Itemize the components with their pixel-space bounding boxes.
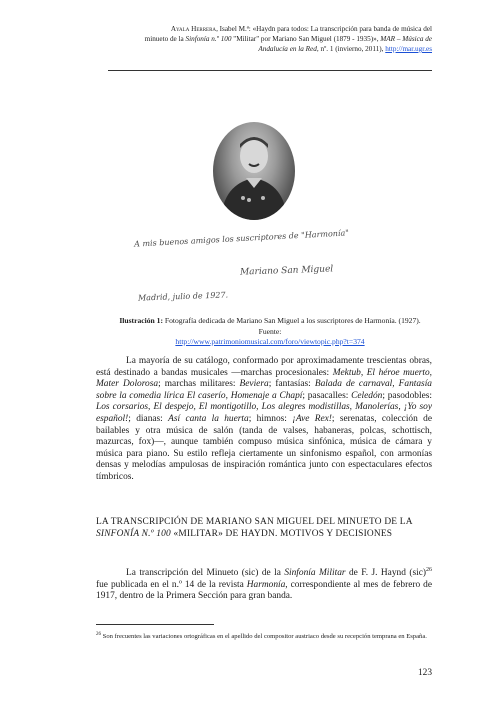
p1-s3: ; marchas militares: [158,379,240,390]
section-heading [96,516,432,541]
p1-s10: Los corsarios, El despejo, El montigotillo, Los alegres modistillas, Manolerías, ¡Yo soy español! [96,402,432,424]
running-header [56,24,432,54]
footnote-divider [96,624,214,625]
p1-s4: Beviera [239,379,269,390]
header-citation [56,24,432,54]
p2-s4: fue publicada en el n.º 14 de la revista [96,579,247,590]
p2-s5: Harmonía [246,579,286,590]
p1-s6: Balada de carnaval, Fantasía sobre la comedia lírica El caserío, Homenaje a Chapí [96,379,432,401]
header-line2d: MAR – Música de [378,35,432,43]
p1-s1: La mayoría de su catálogo, conformado por aproximadamente trescientas obras, está destinado a bandas musicales —marchas procesionales: [96,356,432,378]
portrait-illustration [213,122,295,220]
handwritten-dedication: A mis buenos amigos los suscriptores de "Harmonía" [133,228,350,249]
footnote-number: 26 [96,632,101,637]
p2-s2: Sinfonía Militar [284,568,346,579]
p2-s1: La transcripción del Minueto (sic) de la [126,568,285,579]
portrait-image [213,122,295,220]
header-author: Ayala Herrera [170,25,217,33]
footnote-ref[interactable]: 26 [426,567,432,573]
paragraph-catalog [96,356,432,484]
p1-s2: Mektub, El héroe muerto, Mater Dolorosa [96,367,433,390]
figure-photo [108,120,398,305]
handwritten-signature: Mariano San Miguel [239,264,334,278]
p1-s5: ; fantasías: [268,379,315,390]
section-title-a: LA TRANSCRIPCIÓN DE MARIANO SAN MIGUEL DEL MINUETO DE LA [96,517,413,527]
caption-label: Ilustración 1: [119,316,163,325]
p1-s9: ; pasodobles: [382,390,432,401]
p1-s7: ; pasacalles: [302,390,352,401]
p1-s8: Celedón [351,390,383,401]
header-divider [108,70,432,71]
header-line3a: Andalucía en la Red [258,45,317,53]
header-link[interactable]: http://mar.ugr.es [385,45,432,53]
section-title-b: SINFONÍA N.º 100 [96,529,171,540]
header-line1: , Isabel M.ª: «Haydn para todos: La transcripción para banda de música del [216,25,432,33]
p1-s11: ; dianas: [128,413,169,424]
header-line2c: "Militar" por Mariano San Miguel (1879 - 1935)», [231,35,379,43]
p2-s6: , correspondiente al mes de febrero de 1917, dentro de la Primera Sección para gran banda. [96,579,433,602]
page-number: 123 [417,668,432,678]
handwritten-date: Madrid, julio de 1927. [137,290,229,303]
header-line2a: minueto de la [144,35,186,43]
footnote [96,630,432,642]
paragraph-1 [96,356,432,484]
p1-s15: ; serenatas, colección de bailables y otra música de salón (tanda de valses, habaneras, polcas, schottisch, mazurcas, fox)—, aunque también compuso música sinfónica, música de cámara y música para piano. Su estilo refleja ciertamente un sinfonismo español, con armonías densas y melodías ampulosas de inspiración romántica junto con espectaculares efectos tímbricos. [96,413,432,482]
p2-s3: de F. J. Haynd (sic) [345,568,426,579]
footnote-text: Son frecuentes las variaciones ortográficas en el apellido del compositor austriaco desde su recepción temprana en España. [101,633,427,641]
section-title-c: «MILITAR» DE HAYDN. MOTIVOS Y DECISIONES [170,529,393,540]
caption-link[interactable]: http://www.patrimoniomusical.com/foro/viewtopic.php?t=374 [175,337,365,346]
figure-caption [108,316,432,348]
p1-s14: ¡Ave Rex! [292,413,332,424]
caption-text: Fotografía dedicada de Mariano San Miguel a los suscriptores de Harmonía. (1927). Fuente: [162,316,421,336]
paragraph-2 [96,565,432,603]
paragraph-transcription [96,565,432,603]
p1-s13: ; himnos: [248,413,293,424]
header-line2b: Sinfonía n.º 100 [185,35,232,43]
header-line3b: , nº. 1 (invierno, 2011), [316,45,386,53]
p1-s12: Así canta la huerta [168,413,249,424]
